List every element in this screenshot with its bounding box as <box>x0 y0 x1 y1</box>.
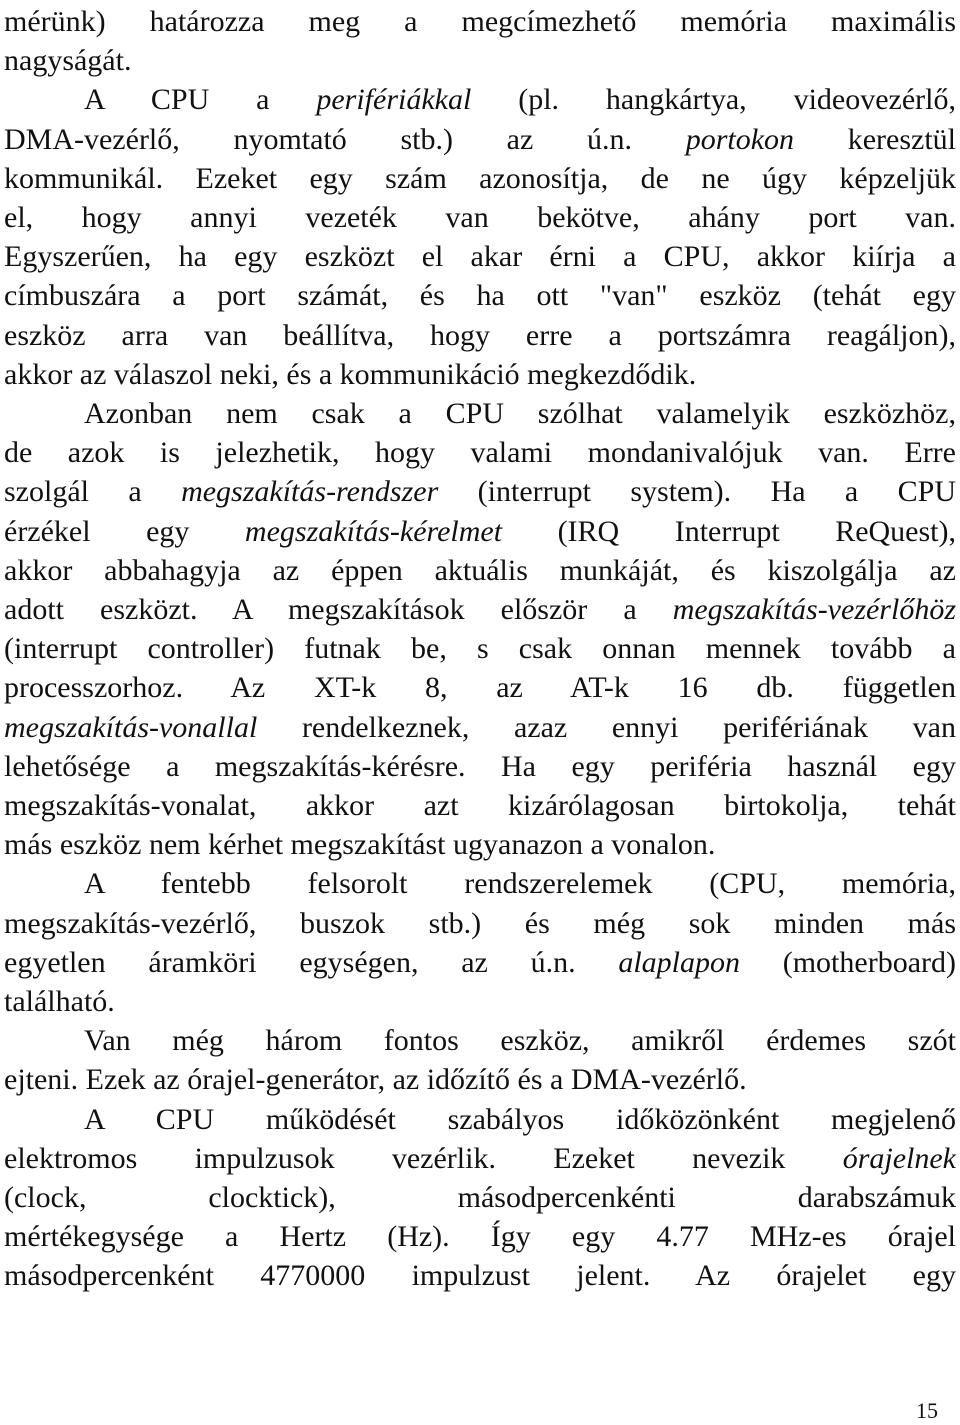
italic-term: portokon <box>685 122 795 156</box>
text-line <box>4 80 956 119</box>
text-line <box>4 237 956 276</box>
text-segment: (interrupt system). Ha a CPU <box>438 475 956 509</box>
text-line <box>4 708 956 747</box>
italic-term: megszakítás-kérelmet <box>244 514 503 548</box>
text-segment: rendelkeznek, azaz ennyi perifériának van <box>257 710 956 744</box>
text-line <box>4 590 956 629</box>
italic-term: perifériákkal <box>316 83 472 117</box>
text-segment: elektromos impulzusok vezérlik. Ezeket nevezik <box>4 1141 843 1175</box>
text-line <box>4 1139 956 1178</box>
text-segment: de azok is jelezhetik, hogy valami mondanivalójuk van. Erre <box>4 436 956 470</box>
text-segment: Van még három fontos eszköz, amikről érdemes szót <box>84 1024 956 1058</box>
text-segment: (IRQ Interrupt ReQuest), <box>502 514 956 548</box>
text-segment: más eszköz nem kérhet megszakítást ugyanazon a vonalon. <box>4 828 716 862</box>
text-line <box>4 1060 956 1099</box>
text-segment: A CPU működését szabályos időközönként megjelenő <box>84 1102 956 1136</box>
text-segment: címbuszára a port számát, és ha ott "van" eszköz (tehát egy <box>4 279 956 313</box>
text-segment: Azonban nem csak a CPU szólhat valamelyik eszközhöz, <box>84 397 956 430</box>
text-segment: (motherboard) <box>740 945 956 979</box>
text-segment: akkor abbahagyja az éppen aktuális munkáját, és kiszolgálja az <box>4 553 956 587</box>
text-segment: A CPU a <box>84 83 317 117</box>
text-segment: megszakítás-vezérlő, buszok stb.) és még sok minden más <box>4 906 956 940</box>
text-segment: keresztül <box>794 122 957 156</box>
text-line <box>4 904 956 943</box>
text-line <box>4 786 956 825</box>
text-line <box>4 943 956 982</box>
text-segment: szolgál a <box>4 475 182 509</box>
text-line <box>4 433 956 472</box>
text-line <box>4 394 956 433</box>
text-line <box>4 198 956 237</box>
text-segment: (pl. hangkártya, videovezérlő, <box>471 83 956 117</box>
text-line <box>4 668 956 707</box>
text-line <box>4 747 956 786</box>
text-segment: ejteni. Ezek az órajel-generátor, az időzítő és a DMA-vezérlő. <box>4 1063 747 1097</box>
text-segment: kommunikál. Ezeket egy szám azonosítja, de ne úgy képzeljük <box>4 161 956 195</box>
text-line <box>4 41 956 80</box>
text-segment: el, hogy annyi vezeték van bekötve, ahány port van. <box>4 201 956 234</box>
text-segment: mértékegysége a Hertz (Hz). Így egy 4.77 MHz-es órajel <box>4 1220 956 1254</box>
text-line <box>4 551 956 590</box>
text-segment: mérünk) határozza meg a megcímezhető memória maximális <box>4 5 956 38</box>
text-line <box>4 864 956 903</box>
italic-term: alaplapon <box>618 945 740 979</box>
italic-term: megszakítás-rendszer <box>181 475 439 509</box>
text-line <box>4 1021 956 1060</box>
text-line <box>4 1217 956 1256</box>
italic-term: megszakítás-vonallal <box>4 710 258 744</box>
text-segment: adott eszközt. A megszakítások először a <box>4 593 673 626</box>
text-segment: érzékel egy <box>4 514 245 548</box>
text-line <box>4 825 956 864</box>
text-segment: megszakítás-vonalat, akkor azt kizárólagosan birtokolja, tehát <box>4 789 956 822</box>
text-line <box>4 2 956 41</box>
text-line <box>4 120 956 159</box>
text-line <box>4 276 956 315</box>
text-segment: nagyságát. <box>4 44 132 78</box>
text-line <box>4 355 956 394</box>
text-segment: Egyszerűen, ha egy eszközt el akar érni a CPU, akkor kiírja a <box>4 240 956 274</box>
text-segment: DMA-vezérlő, nyomtató stb.) az ú.n. <box>4 122 686 156</box>
text-line <box>4 316 956 355</box>
text-line <box>4 1256 956 1295</box>
text-segment: található. <box>4 985 115 1018</box>
text-segment: másodpercenként 4770000 impulzust jelent. Az órajelet egy <box>4 1259 956 1293</box>
text-segment: (clock, clocktick), másodpercenkénti darabszámuk <box>4 1181 956 1214</box>
text-line <box>4 472 956 511</box>
text-line <box>4 982 956 1021</box>
text-segment: eszköz arra van beállítva, hogy erre a portszámra reagáljon), <box>4 318 956 352</box>
text-line <box>4 512 956 551</box>
text-line <box>4 1100 956 1139</box>
text-segment: A fentebb felsorolt rendszerelemek (CPU, memória, <box>84 867 956 901</box>
italic-term: órajelnek <box>842 1141 956 1175</box>
text-line <box>4 1178 956 1217</box>
text-segment: (interrupt controller) futnak be, s csak onnan mennek tovább a <box>4 632 956 666</box>
text-line <box>4 159 956 198</box>
text-segment: akkor az válaszol neki, és a kommunikáció megkezdődik. <box>4 357 697 391</box>
text-segment: lehetősége a megszakítás-kérésre. Ha egy periféria használ egy <box>4 749 956 783</box>
text-segment: processzorhoz. Az XT-k 8, az AT-k 16 db. független <box>4 671 956 705</box>
italic-term: megszakítás-vezérlőhöz <box>672 593 956 626</box>
text-line <box>4 629 956 668</box>
text-segment: egyetlen áramköri egységen, az ú.n. <box>4 945 619 979</box>
page-number: 15 <box>916 1398 938 1423</box>
